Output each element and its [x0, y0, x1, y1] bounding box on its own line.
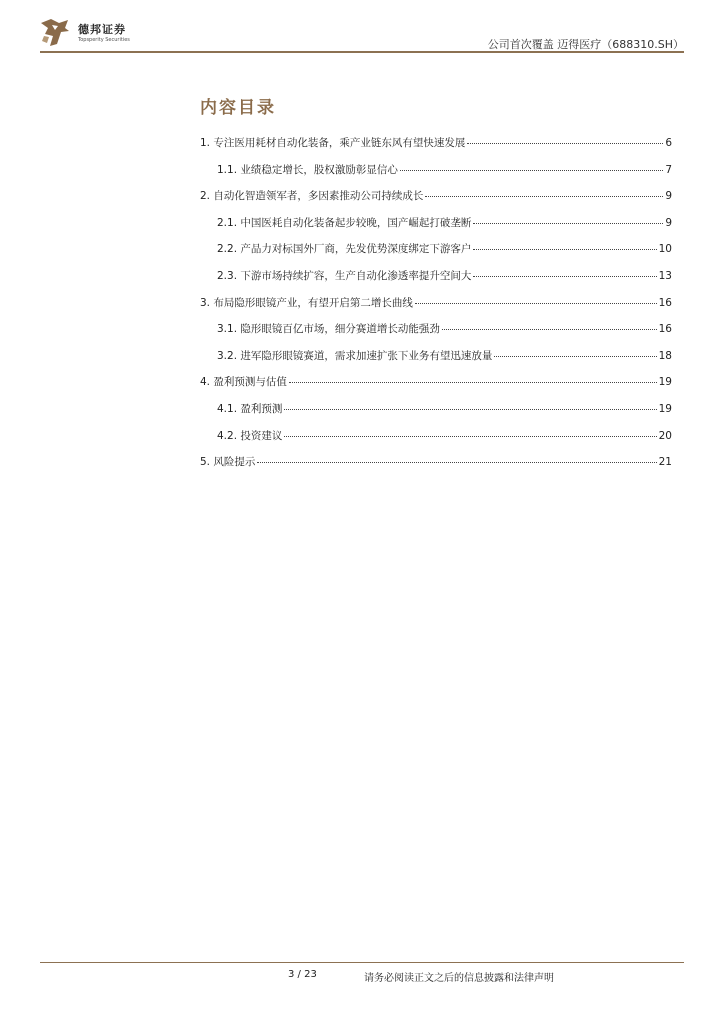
- toc-entry-page: 16: [658, 296, 672, 309]
- toc-entry[interactable]: [200, 162, 672, 189]
- footer-divider: [40, 962, 684, 963]
- toc-entry-page: 20: [658, 429, 672, 442]
- toc-entry-page: 13: [658, 269, 672, 282]
- toc-entry[interactable]: [200, 428, 672, 455]
- toc-entry-page: 18: [658, 349, 672, 362]
- toc-entry-text: 5. 风险提示: [200, 456, 256, 469]
- toc-leader-dots: [473, 276, 656, 277]
- toc-entry-page: 10: [658, 243, 672, 256]
- toc-entry[interactable]: [200, 374, 672, 401]
- toc-entry[interactable]: [200, 268, 672, 295]
- toc-entry[interactable]: [200, 321, 672, 348]
- toc-entry[interactable]: [200, 295, 672, 322]
- page-indicator: 3 / 23: [288, 969, 317, 980]
- toc-entry-text: 2.1. 中国医耗自动化装备起步较晚，国产崛起打破垄断: [217, 216, 472, 229]
- toc-entry-text: 3.2. 进军隐形眼镜赛道，需求加速扩张下业务有望迅速放量: [217, 349, 493, 362]
- toc-leader-dots: [442, 329, 657, 330]
- toc-entry-page: 16: [658, 323, 672, 336]
- toc-entry-page: 21: [658, 456, 672, 469]
- toc-leader-dots: [284, 436, 656, 437]
- toc-entry-text: 4.2. 投资建议: [217, 429, 283, 442]
- toc-entry[interactable]: [200, 188, 672, 215]
- header-divider: [40, 51, 684, 53]
- toc-entry-text: 4. 盈利预测与估值: [200, 376, 287, 389]
- toc-leader-dots: [473, 223, 663, 224]
- toc-entry-text: 2. 自动化智造领军者，多因素推动公司持续成长: [200, 190, 424, 203]
- toc-entry-page: 19: [658, 402, 672, 415]
- toc-entry[interactable]: [200, 401, 672, 428]
- toc-entry[interactable]: [200, 454, 672, 481]
- toc-list: [200, 135, 672, 481]
- toc-leader-dots: [494, 356, 656, 357]
- toc-leader-dots: [400, 170, 663, 171]
- toc-leader-dots: [289, 382, 657, 383]
- report-label: 公司首次覆盖 迈得医疗（688310.SH）: [487, 38, 684, 51]
- toc-entry[interactable]: [200, 215, 672, 242]
- toc-entry-text: 2.2. 产品力对标国外厂商，先发优势深度绑定下游客户: [217, 243, 472, 256]
- toc-entry-page: 19: [658, 376, 672, 389]
- toc-entry-text: 1. 专注医用耗材自动化装备，乘产业链东风有望快速发展: [200, 137, 466, 149]
- toc-entry-text: 4.1. 盈利预测: [217, 402, 283, 415]
- toc-entry-text: 2.3. 下游市场持续扩容，生产自动化渗透率提升空间大: [217, 269, 472, 282]
- toc-leader-dots: [467, 143, 663, 144]
- toc-entry-text: 3. 布局隐形眼镜产业，有望开启第二增长曲线: [200, 296, 413, 309]
- logo-mark-icon: [38, 16, 72, 50]
- toc-entry[interactable]: [200, 241, 672, 268]
- toc-leader-dots: [473, 249, 656, 250]
- toc-title: 内容目录: [200, 98, 276, 118]
- toc-entry[interactable]: [200, 348, 672, 375]
- toc-entry-page: 9: [665, 190, 672, 203]
- toc-entry-page: 7: [665, 163, 672, 176]
- toc-leader-dots: [257, 462, 656, 463]
- toc-entry-text: 3.1. 隐形眼镜百亿市场，细分赛道增长动能强劲: [217, 323, 440, 336]
- toc-leader-dots: [425, 196, 663, 197]
- toc-leader-dots: [284, 409, 656, 410]
- legal-notice: 请务必阅读正文之后的信息披露和法律声明: [364, 973, 554, 984]
- toc-leader-dots: [415, 303, 657, 304]
- toc-entry-page: 6: [665, 137, 672, 149]
- toc-entry[interactable]: [200, 135, 672, 162]
- company-logo: [38, 16, 148, 50]
- toc-entry-text: 1.1. 业绩稳定增长，股权激励彰显信心: [217, 163, 398, 176]
- logo-name-cn: 德邦证券: [78, 23, 126, 36]
- toc-entry-page: 9: [665, 216, 672, 229]
- logo-name-en: Topsperity Securities: [78, 37, 130, 43]
